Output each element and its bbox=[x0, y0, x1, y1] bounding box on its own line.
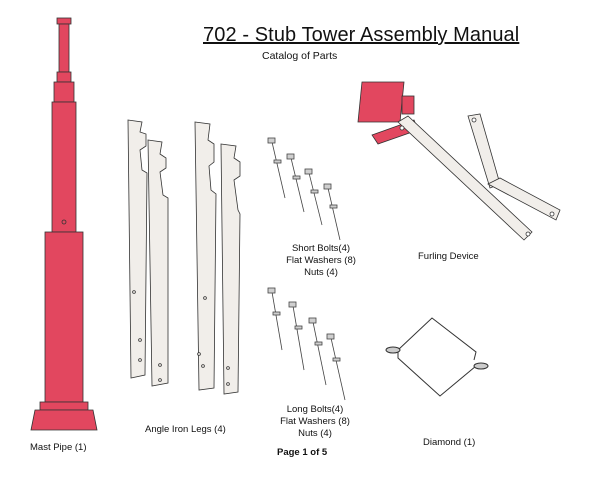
long-nuts-line: Nuts (4) bbox=[298, 428, 332, 439]
angle-iron-legs-drawing bbox=[128, 120, 240, 394]
page-number: Page 1 of 5 bbox=[277, 447, 328, 458]
short-washers-line: Flat Washers (8) bbox=[286, 255, 356, 266]
page-subtitle: Catalog of Parts bbox=[262, 50, 338, 62]
mast-pipe-drawing bbox=[31, 18, 97, 430]
short-nuts-line: Nuts (4) bbox=[304, 267, 338, 278]
diamond-drawing bbox=[386, 318, 488, 396]
furling-device-label: Furling Device bbox=[418, 251, 479, 262]
short-bolts-line: Short Bolts(4) bbox=[291, 243, 351, 254]
long-bolts-line: Long Bolts(4) bbox=[286, 404, 344, 415]
diamond-label: Diamond (1) bbox=[423, 437, 476, 448]
short-bolts-label bbox=[276, 243, 366, 279]
page-title: 702 - Stub Tower Assembly Manual bbox=[203, 24, 520, 46]
angle-iron-legs-label: Angle Iron Legs (4) bbox=[145, 424, 226, 435]
furling-device-drawing bbox=[358, 82, 560, 240]
long-washers-line: Flat Washers (8) bbox=[280, 416, 350, 427]
mast-pipe-label: Mast Pipe (1) bbox=[30, 442, 87, 453]
short-bolts-drawing bbox=[268, 138, 340, 240]
long-bolts-drawing bbox=[268, 288, 345, 400]
long-bolts-label bbox=[270, 404, 360, 440]
